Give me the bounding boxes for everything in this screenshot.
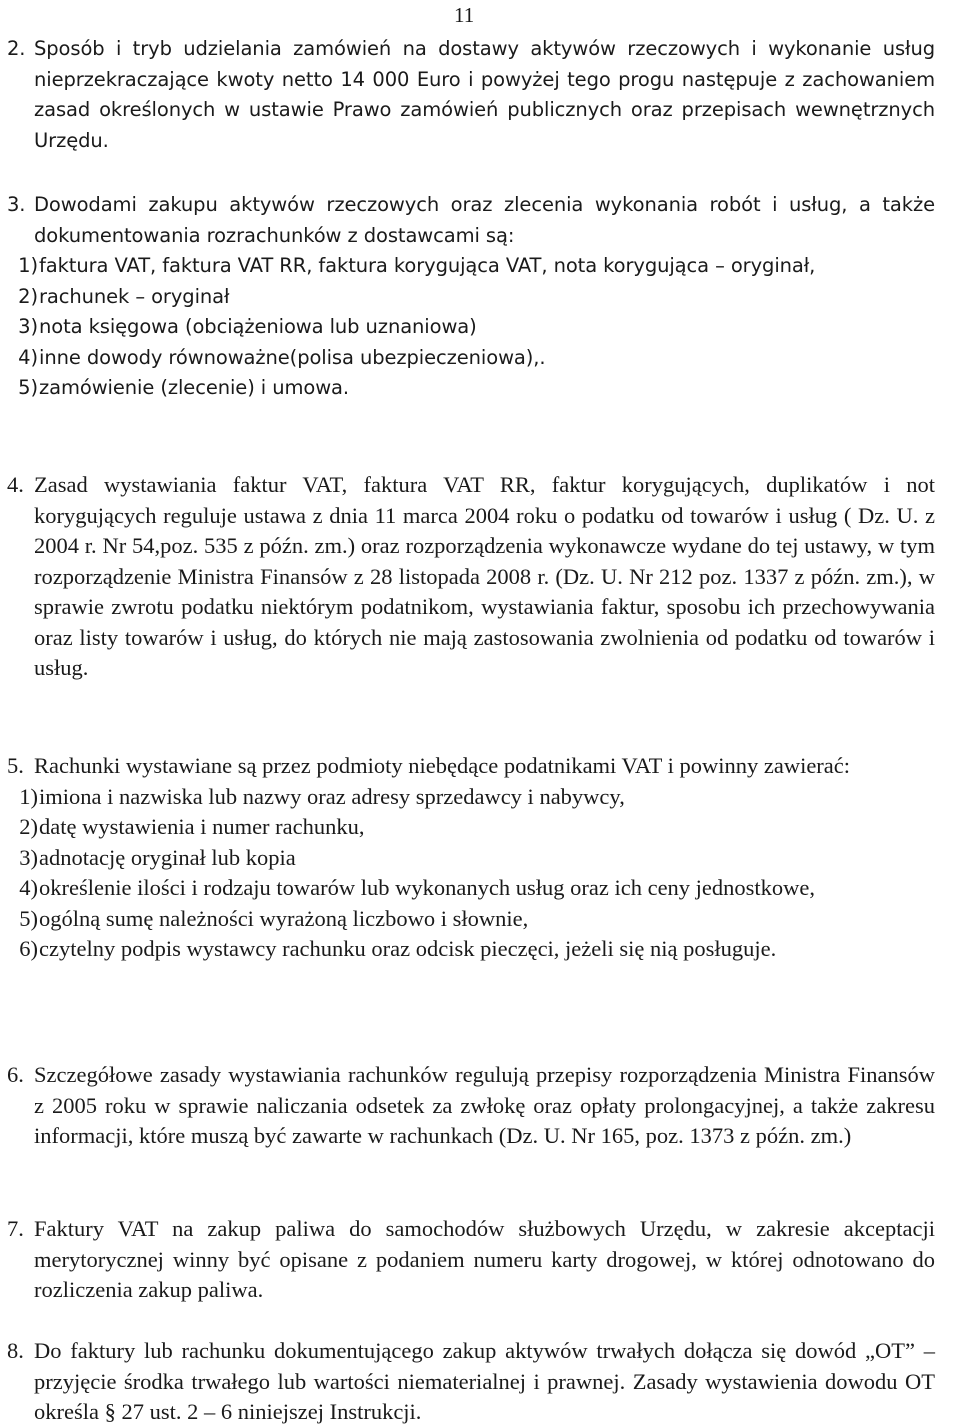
document-list	[7, 251, 935, 404]
list-item-number: 1)	[18, 254, 38, 277]
section-number: 2.	[7, 37, 26, 60]
list-item	[7, 312, 935, 343]
section-5	[7, 751, 935, 965]
paragraph	[7, 1214, 935, 1306]
list-item-text: określenie ilości i rodzaju towarów lub wykonanych usług oraz ich ceny jednostkowe,	[39, 875, 816, 900]
list-item-text: adnotację oryginał lub kopia	[39, 844, 296, 870]
list-item	[7, 343, 935, 374]
section-text: Rachunki wystawiane są przez podmioty niebędące podatnikami VAT i powinny zawierać:	[34, 753, 851, 778]
list-item-number: 2)	[19, 814, 38, 839]
list-item-number: 5)	[19, 905, 38, 931]
list-item	[7, 873, 935, 904]
list-item-number: 3)	[18, 315, 38, 338]
paragraph	[7, 1060, 935, 1152]
list-item-number: 1)	[19, 783, 38, 809]
list-item-number: 6)	[19, 936, 38, 961]
paragraph	[7, 751, 935, 782]
section-number: 8.	[7, 1338, 24, 1363]
section-2	[7, 34, 935, 156]
section-7	[7, 1214, 935, 1306]
section-number: 6.	[7, 1062, 24, 1087]
list-item-text: zamówienie (zlecenie) i umowa.	[39, 376, 350, 399]
list-item-text: czytelny podpis wystawcy rachunku oraz odcisk pieczęci, jeżeli się nią posługuje.	[39, 936, 777, 961]
list-item-text: nota księgowa (obciążeniowa lub uznaniowa)	[39, 315, 477, 338]
section-text: Sposób i tryb udzielania zamówień na dostawy aktywów rzeczowych i wykonanie usług nieprzekraczające kwoty netto 14 000 Euro i powyżej tego progu następuje z zachowaniem zasad określonych w ustawie Prawo zamówień publicznych oraz przepisach wewnętrznych Urzędu.	[34, 37, 935, 152]
list-item	[7, 934, 935, 965]
paragraph	[7, 470, 935, 684]
section-4	[7, 470, 935, 684]
section-text: Zasad wystawiania faktur VAT, faktura VAT RR, faktur korygujących, duplikatów i not korygujących reguluje ustawa z dnia 11 marca 2004 roku o podatku od towarów i usług ( Dz. U. z 2004 r. Nr 54,poz. 535 z późn. zm.) oraz rozporządzenia wykonawcze wydane do tej ustawy, w tym rozporządzenie Ministra Finansów z 28 listopada 2008 r. (Dz. U. Nr 212 poz. 1337 z późn. zm.), w sprawie zwrotu podatku niektórym podatnikom, wystawiania faktur, sposobu ich przechowywania oraz listy towarów i usług, do których nie mają zastosowania zwolnienia od podatku od towarów i usług.	[34, 472, 935, 680]
list-item	[7, 812, 935, 843]
list-item-number: 4)	[19, 875, 38, 900]
list-item	[7, 843, 935, 874]
section-8	[7, 1336, 935, 1428]
list-item-text: rachunek – oryginał	[39, 284, 230, 308]
section-number: 4.	[7, 472, 24, 497]
paragraph	[7, 34, 935, 156]
section-text: Do faktury lub rachunku dokumentującego zakup aktywów trwałych dołącza się dowód „OT” – przyjęcie środka trwałego lub wartości niematerialnej i prawnej. Zasady wystawienia dowodu OT określa § 27 ust. 2 – 6 niniejszej Instrukcji.	[34, 1338, 935, 1424]
section-number: 5.	[7, 753, 24, 778]
list-item-number: 4)	[18, 345, 38, 369]
list-item-number: 5)	[18, 376, 38, 399]
list-item	[7, 904, 935, 935]
list-item-text: ogólną sumę należności wyrażoną liczbowo i słownie,	[39, 905, 529, 931]
list-item	[7, 251, 935, 282]
list-item	[7, 782, 935, 813]
list-item	[7, 373, 935, 404]
section-text: Szczegółowe zasady wystawiania rachunków regulują przepisy rozporządzenia Ministra Finansów z 2005 roku w sprawie naliczania odsetek za zwłokę oraz opłaty prolongacyjnej, a także zakresu informacji, które muszą być zawarte w rachunkach (Dz. U. Nr 165, poz. 1373 z późn. zm.)	[34, 1062, 935, 1148]
list-item-text: datę wystawienia i numer rachunku,	[39, 814, 365, 839]
paragraph	[7, 190, 935, 251]
section-3	[7, 190, 935, 404]
page-number: 11	[454, 3, 475, 27]
list-item-number: 3)	[19, 844, 38, 870]
list-item-text: faktura VAT, faktura VAT RR, faktura korygująca VAT, nota korygująca – oryginał,	[39, 254, 816, 277]
list-item-text: imiona i nazwiska lub nazwy oraz adresy sprzedawcy i nabywcy,	[39, 783, 625, 809]
list-item-text: inne dowody równoważne(polisa ubezpieczeniowa),.	[39, 345, 546, 369]
section-text: Dowodami zakupu aktywów rzeczowych oraz zlecenia wykonania robót i usług, a także dokumentowania rozrachunków z dostawcami są:	[34, 193, 935, 247]
rachunek-requirements-list	[7, 782, 935, 965]
list-item	[7, 282, 935, 313]
list-item-number: 2)	[18, 284, 38, 308]
paragraph	[7, 1336, 935, 1428]
section-number: 7.	[7, 1216, 24, 1241]
section-text: Faktury VAT na zakup paliwa do samochodów służbowych Urzędu, w zakresie akceptacji merytorycznej winny być opisane z podaniem numeru karty drogowej, w której odnotowano do rozliczenia zakup paliwa.	[34, 1216, 935, 1302]
section-6	[7, 1060, 935, 1152]
section-number: 3.	[7, 193, 26, 216]
